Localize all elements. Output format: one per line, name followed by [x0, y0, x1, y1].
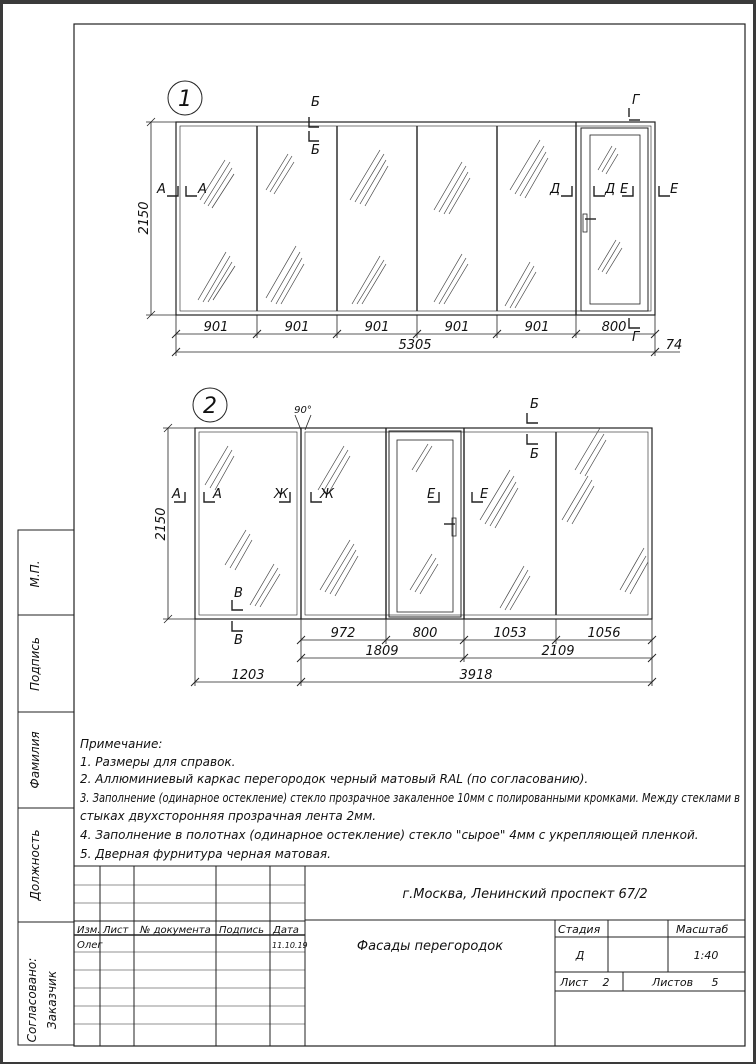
- stamp-familiya: Фамилия: [28, 731, 42, 789]
- facade-1-height: 2150: [137, 201, 152, 235]
- author-name: Олег: [77, 940, 103, 951]
- stamp-zakazchik: Заказчик: [45, 970, 59, 1030]
- facade-2-height: 2150: [154, 507, 169, 541]
- col-izm: Изм.: [77, 925, 101, 936]
- note-line: 5. Дверная фурнитура черная матовая.: [80, 847, 331, 861]
- section-label: Г: [632, 330, 640, 345]
- notes-heading: Примечание:: [80, 737, 163, 751]
- section-label: Е: [480, 487, 489, 502]
- facade-1-segment: 901: [364, 320, 390, 335]
- section-label: Б: [530, 397, 539, 412]
- note-line: 4. Заполнение в полотнах (одинарное остекление) стекло "сырое" 4мм с укрепляющей пленкой.: [80, 828, 699, 842]
- note-line: 2. Аллюминиевый каркас перегородок черный матовый RAL (по согласованию).: [80, 772, 589, 786]
- section-label: А: [157, 182, 166, 197]
- facade-1-segment: 901: [524, 320, 550, 335]
- note-line: 3. Заполнение (одинарное остекление) стекло прозрачное закаленное 10мм с полированными кромками. Между стеклами в: [80, 791, 740, 805]
- facade-1-total: 5305: [398, 338, 432, 353]
- facade-2-segment: 1053: [493, 626, 527, 641]
- section-label: В: [234, 586, 243, 601]
- section-label: А: [172, 487, 181, 502]
- sheets-value: 5: [711, 976, 719, 989]
- author-date: 11.10.19: [272, 941, 308, 950]
- section-label: Е: [427, 487, 436, 502]
- facade-1-extra: 74: [665, 338, 683, 353]
- section-label: Ж: [320, 487, 335, 502]
- section-label: Б: [311, 143, 320, 158]
- facade-2-segment: 800: [412, 626, 438, 641]
- section-label: Д: [550, 182, 561, 197]
- section-label: Г: [632, 93, 640, 108]
- col-data: Дата: [273, 925, 299, 936]
- facade-2-angle: 90°: [294, 405, 312, 416]
- section-label: Ж: [274, 487, 289, 502]
- stamp-soglasovano: Согласовано:: [25, 957, 39, 1043]
- facade-2-left-width: 1203: [231, 668, 265, 683]
- stamp-mp: М.П.: [28, 560, 42, 588]
- col-list: Лист: [103, 925, 129, 936]
- sheet-label: Лист: [560, 976, 588, 989]
- sheet-value: 2: [602, 976, 610, 989]
- section-label: А: [213, 487, 222, 502]
- note-line: 1. Размеры для справок.: [80, 755, 236, 769]
- facade-2-subtotal: 1809: [365, 644, 399, 659]
- facade-1-segment: 901: [444, 320, 470, 335]
- facade-2-subtotal: 2109: [541, 644, 575, 659]
- facade-2-segment: 972: [330, 626, 356, 641]
- stage-label: Стадия: [558, 923, 601, 936]
- section-label: Б: [311, 95, 320, 110]
- sheets-label: Листов: [652, 976, 694, 989]
- section-label: А: [198, 182, 207, 197]
- title-block-address: г.Москва, Ленинский проспект 67/2: [402, 887, 648, 902]
- facade-2-right-width: 3918: [459, 668, 493, 683]
- scale-value: 1:40: [693, 949, 719, 962]
- section-label: Б: [530, 447, 539, 462]
- stamp-dolzhnost: Должность: [28, 829, 42, 901]
- stage-value: Д: [575, 949, 585, 962]
- drawing-title: Фасады перегородок: [356, 939, 504, 954]
- scale-label: Масштаб: [676, 923, 729, 936]
- section-label: Е: [620, 182, 629, 197]
- facade-2-number: 2: [203, 394, 217, 419]
- facade-1-segment: 901: [284, 320, 310, 335]
- facade-1-segment: 800: [601, 320, 627, 335]
- section-label: Д: [605, 182, 616, 197]
- facade-1-number: 1: [178, 87, 192, 112]
- facade-2-segment: 1056: [587, 626, 621, 641]
- note-line: стыках двухсторонняя прозрачная лента 2мм.: [80, 809, 377, 823]
- col-doc: № документа: [140, 925, 211, 936]
- section-label: В: [234, 633, 243, 648]
- facade-1-segment: 901: [203, 320, 229, 335]
- section-label: Е: [670, 182, 679, 197]
- stamp-podpis: Подпись: [28, 637, 42, 691]
- col-podpis: Подпись: [219, 925, 264, 936]
